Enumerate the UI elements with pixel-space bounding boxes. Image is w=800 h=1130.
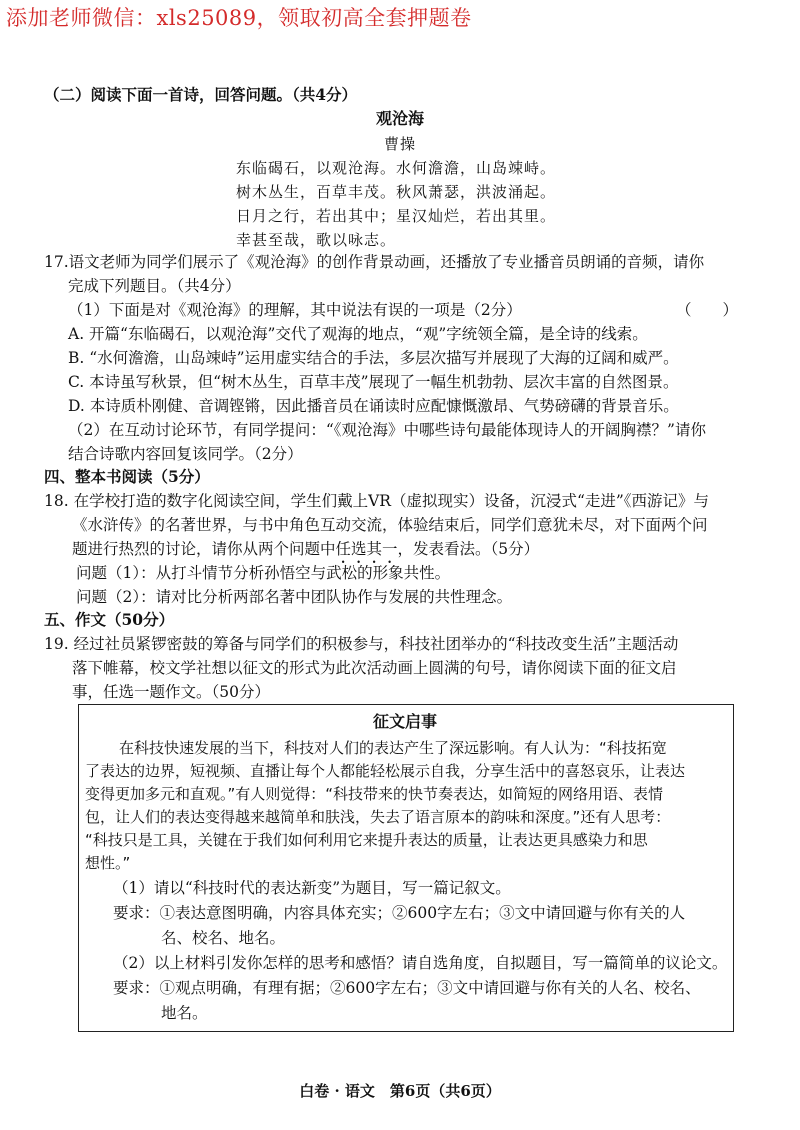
notice-task1: （1）请以“科技时代的表达新变”为题目，写一篇记叙文。 xyxy=(113,879,511,897)
q17-sub2-line1: （2）在互动讨论环节，有同学提问：“《观沧海》中哪些诗句最能体现诗人的开阔胸襟？”请你 xyxy=(68,421,706,439)
q17-sub2-line2: 结合诗歌内容回复该同学。（2分） xyxy=(68,445,303,463)
notice-para-line3: 变得更加多元和直观。”有人则觉得：“科技带来的快节奏表达，如简短的网络用语、表情 xyxy=(85,785,664,803)
q17-stem-line1: 17.语文老师为同学们展示了《观沧海》的创作背景动画，还播放了专业播音员朗诵的音频，请你 xyxy=(44,253,705,271)
q17-sub1: （1）下面是对《观沧海》的理解，其中说法有误的一项是（2分） xyxy=(68,301,522,319)
poem-line-3: 日月之行，若出其中；星汉灿烂，若出其里。 xyxy=(236,207,557,225)
q18-problem2: 问题（2）：请对比分析两部名著中团队协作与发展的共性理念。 xyxy=(76,588,513,606)
watermark-text: 添加老师微信：xls25089，领取初高全套押题卷 xyxy=(6,6,472,30)
q17-option-d: D. 本诗质朴刚健、音调铿锵，因此播音员在诵读时应配慷慨激昂、气势磅礴的背景音乐。 xyxy=(68,397,679,415)
q17-option-c: C. 本诗虽写秋景，但“树木丛生，百草丰茂”展现了一幅生机勃勃、层次丰富的自然图景。 xyxy=(68,373,679,391)
poem-title: 观沧海 xyxy=(375,109,424,128)
notice-req1-line2: 名、校名、地名。 xyxy=(161,929,286,947)
q18-line2: 《水浒传》的名著世界，与书中角色互动交流，体验结束后，同学们意犹未尽，对下面两个问 xyxy=(72,516,708,534)
notice-task2: （2）以上材料引发你怎样的思考和感悟？请自选角度，自拟题目，写一篇简单的议论文。 xyxy=(113,954,728,972)
poem-author: 曹操 xyxy=(383,135,416,153)
q17-option-b: B. “水何澹澹，山岛竦峙”运用虚实结合的手法，多层次描写并展现了大海的辽阔和威严。 xyxy=(68,349,679,367)
section2-heading: （二）阅读下面一首诗，回答问题。（共4分） xyxy=(44,85,358,104)
poem-line-2: 树木丛生，百草丰茂。秋风萧瑟，洪波涌起。 xyxy=(236,183,557,201)
q18-problem1: 问题（1）：从打斗情节分析孙悟空与武松的形象共性。 xyxy=(76,564,451,582)
essay-notice-box xyxy=(78,704,734,1032)
q18-emphasis-text: 任选其一 xyxy=(335,540,398,558)
q19-line3: 事，任选一题作文。（50分） xyxy=(72,683,270,701)
q17-answer-paren: （ ） xyxy=(676,301,739,319)
notice-req1-line1: 要求：①表达意图明确，内容具体充实；②600字左右；③文中请回避与你有关的人 xyxy=(113,904,686,922)
q18-line1: 18. 在学校打造的数字化阅读空间，学生们戴上VR（虚拟现实）设备，沉浸式“走进”《西游记》与 xyxy=(44,492,710,510)
notice-req2-line2: 地名。 xyxy=(161,1004,208,1022)
notice-para-line2: 了表达的边界，短视频、直播让每个人都能轻松展示自我，分享生活中的喜怒哀乐，让表达 xyxy=(85,762,686,780)
q17-stem-line2: 完成下列题目。（共4分） xyxy=(68,277,241,295)
q18-line3-start: 题进行热烈的讨论，请你从两个问题中 xyxy=(72,540,336,558)
q19-line2: 落下帷幕，校文学社想以征文的形式为此次活动画上圆满的句号，请你阅读下面的征文启 xyxy=(72,659,677,677)
page-footer: 白卷 · 语文 第6页（共6页） xyxy=(299,1082,501,1100)
notice-title: 征文启事 xyxy=(372,712,437,731)
poem-line-1: 东临碣石，以观沧海。水何澹澹，山岛竦峙。 xyxy=(236,159,557,177)
q17-option-a: A. 开篇“东临碣石，以观沧海”交代了观海的地点，“观”字统领全篇，是全诗的线索。 xyxy=(68,325,648,343)
q19-line1: 19. 经过社员紧锣密鼓的筹备与同学们的积极参与，科技社团举办的“科技改变生活”主题活动 xyxy=(44,635,679,653)
notice-para-line5: “科技只是工具，关键在于我们如何利用它来提升表达的质量，让表达更具感染力和思 xyxy=(85,831,648,849)
notice-para-line6: 想性。” xyxy=(85,854,131,872)
notice-req2-line1: 要求：①观点明确，有理有据；②600字左右；③文中请回避与你有关的人名、校名、 xyxy=(113,979,701,997)
q18-line3-end: ，发表看法。（5分） xyxy=(397,540,540,558)
section4-heading: 四、整本书阅读（5分） xyxy=(44,467,210,486)
section5-heading: 五、作文（50分） xyxy=(44,610,175,629)
poem-line-4: 幸甚至哉，歌以咏志。 xyxy=(236,231,397,249)
notice-para-line4: 包，让人们的表达变得越来越简单和肤浅，失去了语言原本的韵味和深度。”还有人思考： xyxy=(85,808,671,826)
notice-para-line1: 在科技快速发展的当下，科技对人们的表达产生了深远影响。有人认为：“科技拓宽 xyxy=(119,739,667,757)
